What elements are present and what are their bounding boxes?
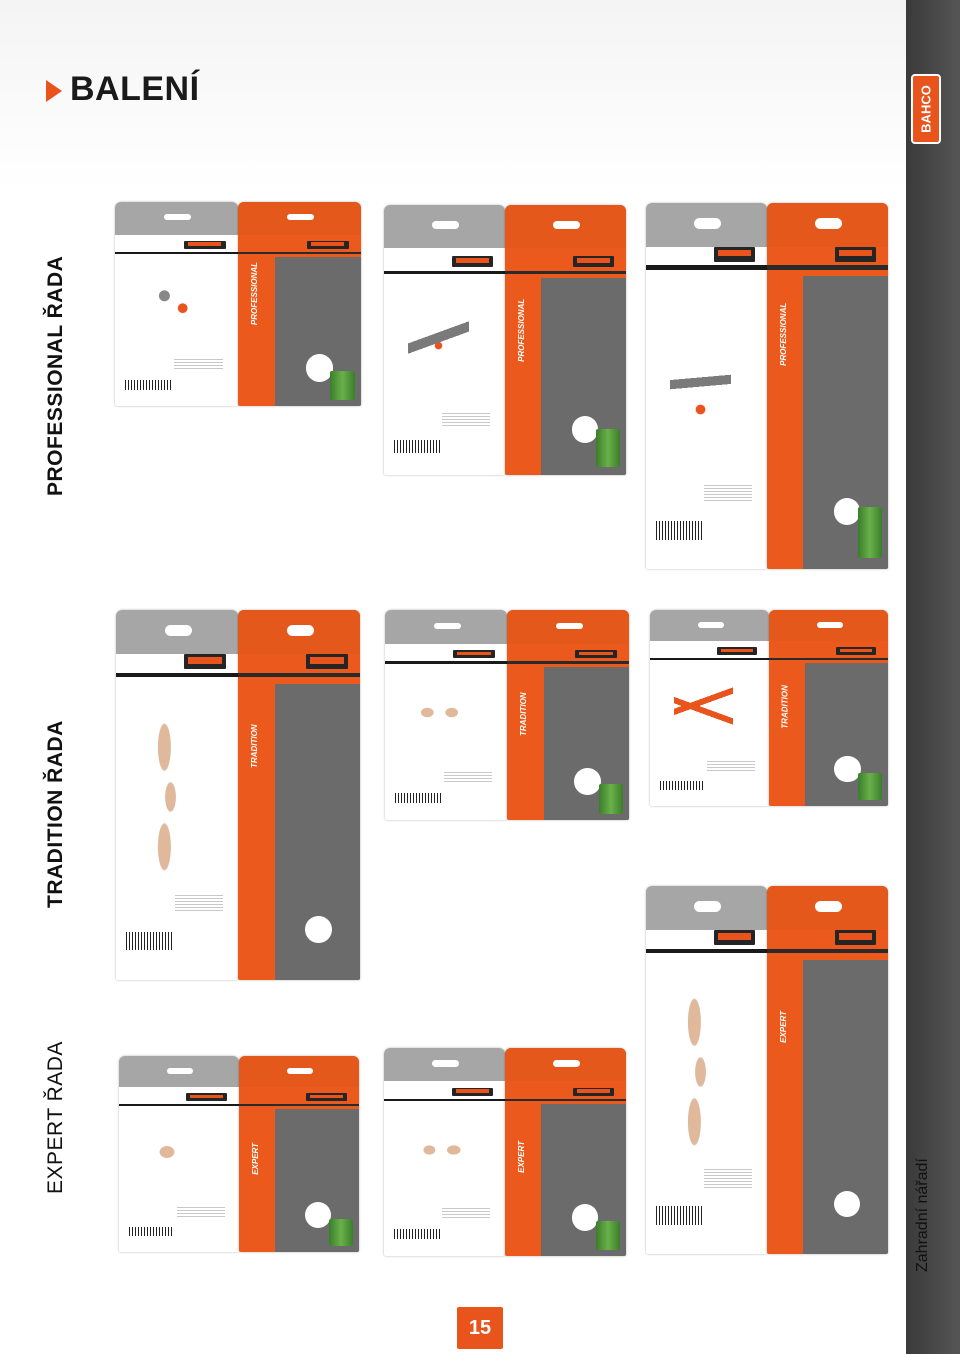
package-back (115, 202, 238, 406)
series-label: PROFESSIONAL (779, 303, 789, 367)
package-tradition-3 (650, 610, 888, 806)
series-label: TRADITION (250, 724, 260, 768)
side-strip (906, 0, 960, 1354)
package-tradition-2 (385, 610, 629, 820)
page-number: 15 (457, 1307, 503, 1349)
package-back (119, 1056, 239, 1252)
series-label: PROFESSIONAL (517, 299, 527, 363)
bahco-logo (911, 74, 941, 144)
series-label: TRADITION (519, 692, 529, 737)
package-back (384, 205, 505, 475)
package-back (650, 610, 769, 806)
logo-text: BAHCO (918, 85, 934, 133)
series-label: PROFESSIONAL (250, 262, 260, 326)
series-label: TRADITION (780, 685, 790, 729)
package-back (116, 610, 238, 980)
package-front (505, 205, 626, 475)
package-back (646, 203, 767, 569)
series-label: EXPERT (250, 1142, 260, 1175)
package-tradition-1 (116, 610, 360, 980)
package-expert-2 (384, 1048, 626, 1256)
package-back (384, 1048, 505, 1256)
package-front (505, 1048, 626, 1256)
package-back (646, 886, 767, 1254)
package-expert-3 (646, 886, 888, 1254)
title-arrow-icon (46, 80, 62, 102)
package-expert-1 (119, 1056, 359, 1252)
package-professional-2 (384, 205, 626, 475)
row-label-professional: PROFESSIONAL ŘADA (44, 255, 67, 496)
page-header (0, 0, 906, 190)
package-front (238, 610, 360, 980)
package-front (238, 202, 361, 406)
package-back (385, 610, 507, 820)
package-front (507, 610, 629, 820)
package-front (239, 1056, 359, 1252)
package-front (767, 203, 888, 569)
series-label: EXPERT (779, 1010, 789, 1043)
package-professional-1 (115, 202, 361, 406)
row-label-expert: EXPERT ŘADA (44, 1041, 67, 1194)
package-professional-3 (646, 203, 888, 569)
package-front (767, 886, 888, 1254)
row-label-tradition: TRADITION ŘADA (44, 720, 67, 908)
series-label: EXPERT (517, 1141, 527, 1174)
page-title: BALENÍ (70, 70, 200, 108)
package-front (769, 610, 888, 806)
side-label: Zahradní nářadí (914, 1158, 931, 1272)
